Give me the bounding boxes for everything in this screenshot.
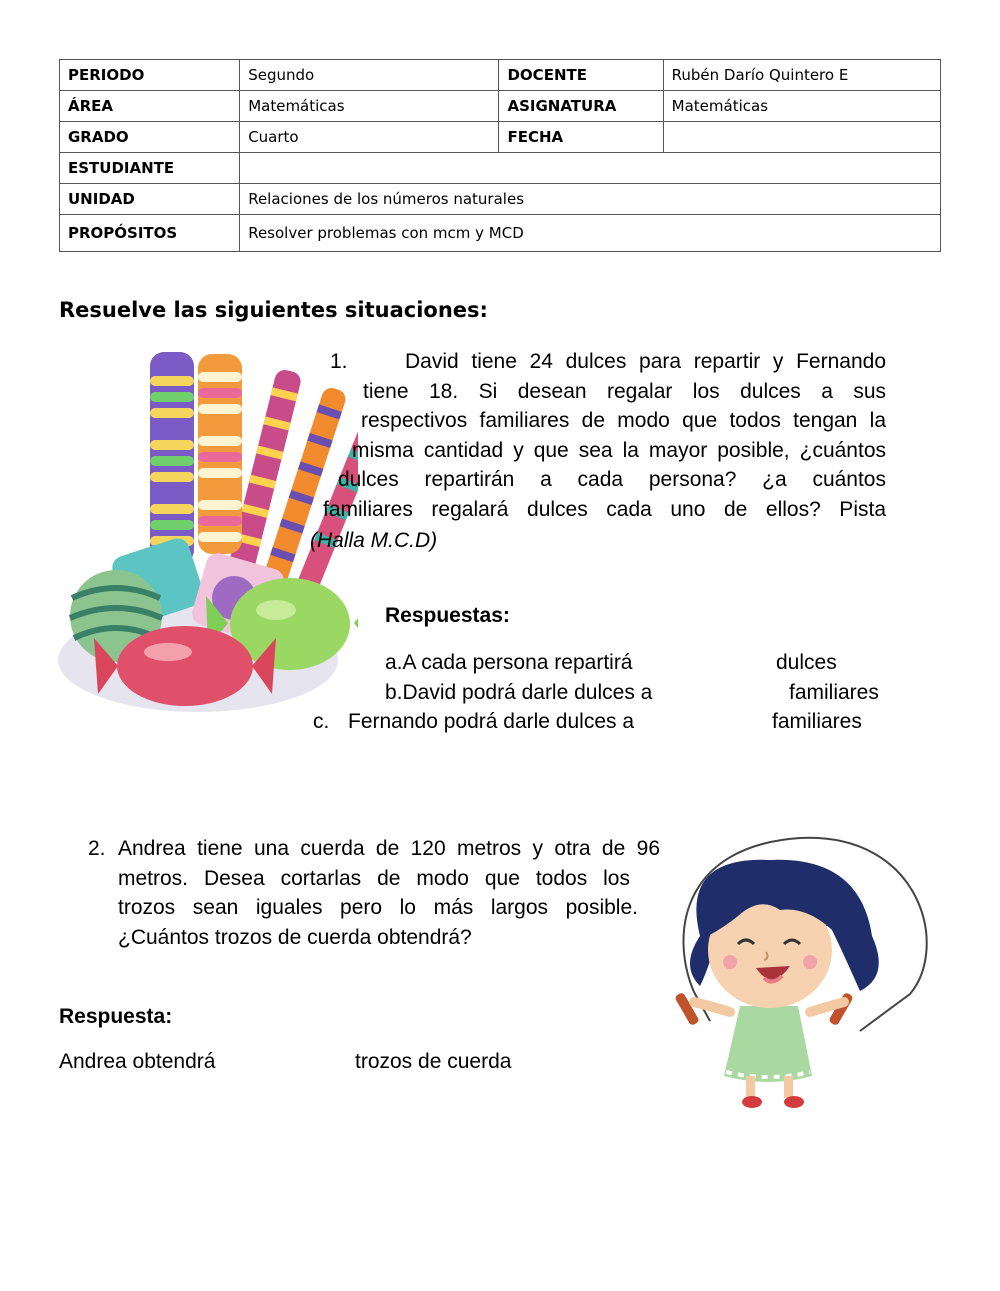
grado-label: GRADO	[60, 122, 240, 153]
area-value: Matemáticas	[240, 91, 499, 122]
table-row	[60, 153, 941, 184]
asignatura-label: ASIGNATURA	[499, 91, 663, 122]
answer2-text: Andrea obtendrá	[59, 1050, 216, 1073]
table-row	[60, 91, 941, 122]
answer-b-unit: familiares	[789, 681, 879, 704]
problem1-number: 1.	[330, 350, 348, 373]
table-row	[60, 184, 941, 215]
problem1-line: respectivos familiares de modo que todos tengan la	[361, 409, 886, 432]
answer-c-text: Fernando podrá darle dulces a	[348, 710, 635, 733]
problem1-line: tiene 18. Si desean regalar los dulces a sus	[363, 380, 886, 403]
grado-value: Cuarto	[240, 122, 499, 153]
fecha-value[interactable]	[663, 122, 940, 153]
problem1-line: misma cantidad y que sea la mayor posible, ¿cuántos	[352, 439, 886, 462]
propositos-value: Resolver problemas con mcm y MCD	[240, 215, 941, 252]
answer-a-unit: dulces	[776, 651, 837, 674]
area-label: ÁREA	[60, 91, 240, 122]
estudiante-label: ESTUDIANTE	[60, 153, 240, 184]
table-row	[60, 215, 941, 252]
answer-a-text: a.A cada persona repartirá	[385, 651, 633, 674]
docente-label: DOCENTE	[499, 60, 663, 91]
section-title: Resuelve las siguientes situaciones:	[59, 298, 488, 322]
propositos-label: PROPÓSITOS	[60, 215, 240, 252]
table-row	[60, 60, 941, 91]
problem1-line: David tiene 24 dulces para repartir y Fernando	[405, 350, 886, 373]
unidad-value: Relaciones de los números naturales	[240, 184, 941, 215]
periodo-value: Segundo	[240, 60, 499, 91]
girl-jump-rope-illustration-icon	[660, 826, 950, 1116]
info-table	[59, 59, 941, 252]
problem2-line: ¿Cuántos trozos de cuerda obtendrá?	[118, 926, 472, 949]
problem2-number: 2.	[88, 837, 106, 860]
asignatura-value: Matemáticas	[663, 91, 940, 122]
answer-c-marker: c.	[313, 710, 330, 733]
problem1-hint: (Halla M.C.D)	[310, 529, 438, 552]
answer-title: Respuesta:	[59, 1005, 173, 1028]
periodo-label: PERIODO	[60, 60, 240, 91]
problem1-line: dulces repartirán a cada persona? ¿a cuántos	[338, 468, 886, 491]
answer2-unit: trozos de cuerda	[355, 1050, 512, 1073]
answer-b-text: b.David podrá darle dulces a	[385, 681, 653, 704]
unidad-label: UNIDAD	[60, 184, 240, 215]
problem2-line: metros. Desea cortarlas de modo que todos los	[118, 867, 630, 890]
answer-c-unit: familiares	[772, 710, 862, 733]
docente-value: Rubén Darío Quintero E	[663, 60, 940, 91]
estudiante-value[interactable]	[240, 153, 941, 184]
problem2-line: Andrea tiene una cuerda de 120 metros y otra de 96	[118, 837, 660, 860]
fecha-label: FECHA	[499, 122, 663, 153]
table-row	[60, 122, 941, 153]
problem2-line: trozos sean iguales pero lo más largos posible.	[118, 896, 638, 919]
problem1-line: familiares regalará dulces cada uno de ellos? Pista	[323, 498, 886, 521]
answers-title: Respuestas:	[385, 604, 510, 627]
